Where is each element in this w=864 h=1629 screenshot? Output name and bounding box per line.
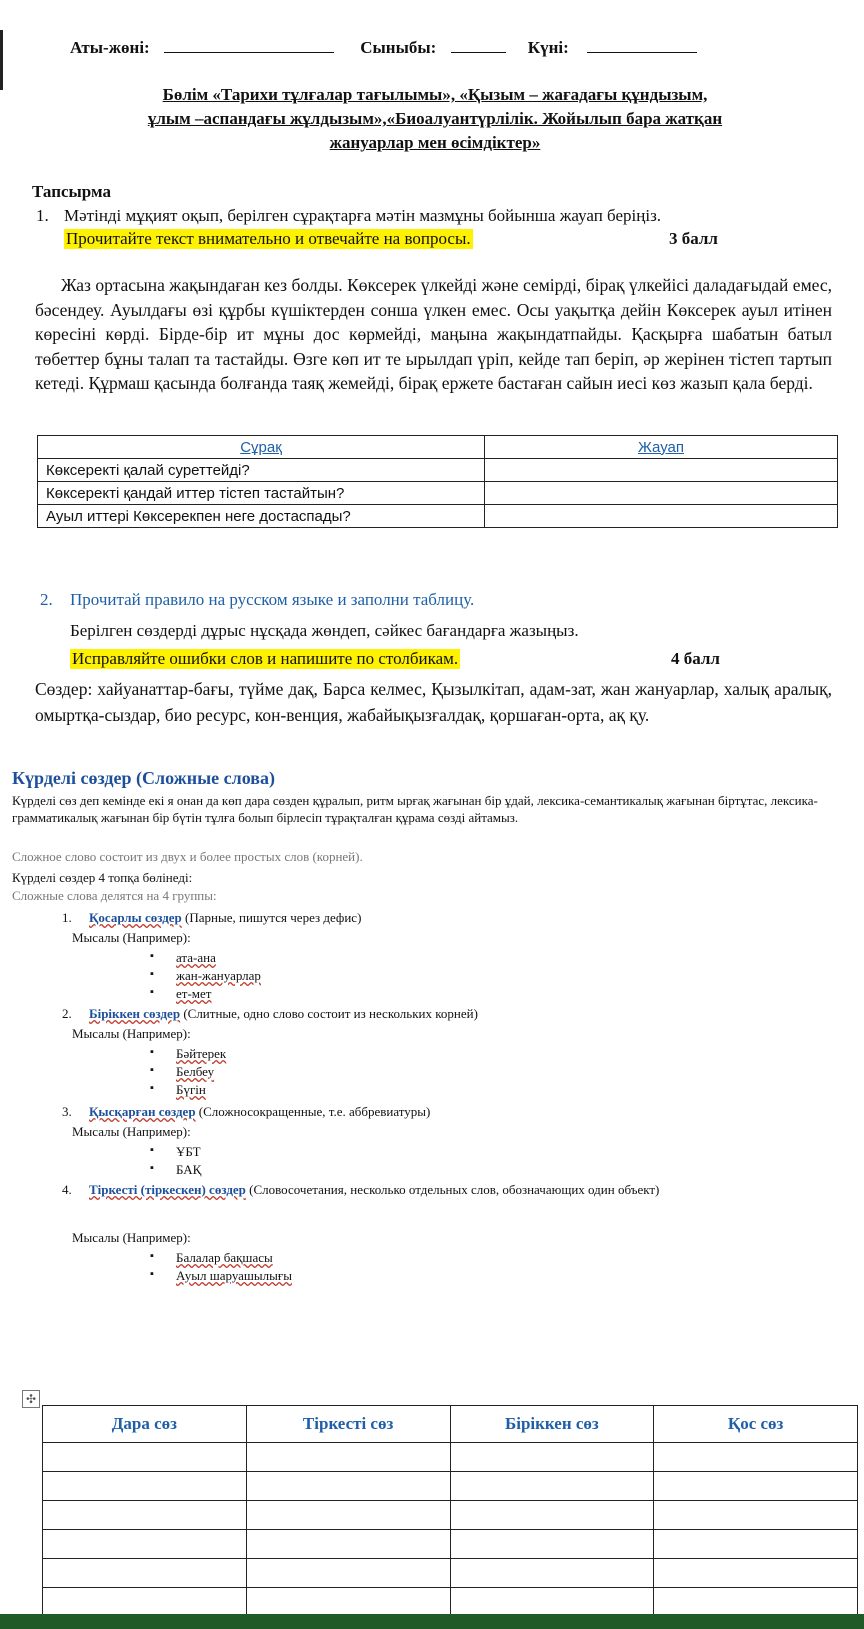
- group-3-example-1: ▪ ҰБТ: [176, 1144, 201, 1160]
- group-1-example-1: ▪ ата-ана: [176, 950, 216, 966]
- qa-answer-2[interactable]: [485, 482, 838, 505]
- qa-table: [37, 435, 838, 528]
- table-cell[interactable]: [450, 1472, 654, 1501]
- task-heading: Тапсырма: [32, 182, 111, 201]
- rule-heading: Күрделі сөздер (Сложные слова): [12, 768, 275, 788]
- group-4: [62, 1182, 802, 1198]
- group-2-name: Біріккен сөздер: [89, 1006, 181, 1021]
- table-cell[interactable]: [43, 1443, 247, 1472]
- q1-text: Мәтінді мұқият оқып, берілген сұрақтарға мәтін мазмұны бойынша жауап беріңіз.: [64, 206, 662, 225]
- table-cell[interactable]: [450, 1501, 654, 1530]
- rule-definition-ru: Сложное слово состоит из двух и более простых слов (корней).: [12, 849, 363, 864]
- table-row: [43, 1472, 858, 1501]
- group-1-example-3: ▪ ет-мет: [176, 986, 211, 1002]
- name-label: Аты-жөні:: [70, 38, 150, 57]
- table-cell[interactable]: [43, 1588, 247, 1617]
- qa-answer-3[interactable]: [485, 505, 838, 528]
- task2-score: 4 балл: [671, 649, 720, 668]
- task2-instruction-kz: Берілген сөздерді дұрыс нұсқада жөндеп, сәйкес бағандарға жазыңыз.: [70, 621, 579, 640]
- table-cell[interactable]: [246, 1501, 450, 1530]
- task2-instruction-ru: Исправляйте ошибки слов и напишите по столбикам.: [72, 649, 459, 668]
- worksheet-title: [40, 83, 830, 155]
- group-3-name: Қысқарған сөздер: [89, 1104, 196, 1119]
- table-row: [43, 1443, 858, 1472]
- task2-heading: Прочитай правило на русском языке и заполни таблицу.: [70, 590, 475, 609]
- group-4-example-1: ▪ Балалар бақшасы: [176, 1250, 273, 1266]
- table-cell[interactable]: [654, 1472, 858, 1501]
- class-blank[interactable]: [451, 52, 506, 53]
- group-2-example-2: ▪ Белбеу: [176, 1064, 214, 1080]
- bottom-bar: [0, 1614, 864, 1629]
- header-single-word: Дара сөз: [43, 1406, 247, 1443]
- q1-number: 1.: [36, 206, 49, 225]
- table-row: [43, 1559, 858, 1588]
- group-1: [62, 910, 361, 926]
- group-2-example-label: Мысалы (Например):: [72, 1026, 191, 1041]
- group-2-example-1: ▪ Бәйтерек: [176, 1046, 226, 1062]
- scan-edge: [0, 30, 3, 90]
- table-cell[interactable]: [450, 1588, 654, 1617]
- qa-question-3: Ауыл иттері Көксерекпен неге достаспады?: [38, 505, 485, 528]
- group-2-example-3: ▪ Бүгін: [176, 1082, 206, 1098]
- title-line-3: жануарлар мен өсімдіктер»: [329, 133, 541, 152]
- table-row: [43, 1501, 858, 1530]
- header-paired-word: Қос сөз: [654, 1406, 858, 1443]
- table-cell[interactable]: [43, 1559, 247, 1588]
- qa-header-question: Сұрақ: [38, 436, 485, 459]
- group-3-number: 3.: [62, 1104, 72, 1119]
- q1-russian: Прочитайте текст внимательно и отвечайте на вопросы.: [66, 229, 471, 248]
- group-3-example-label: Мысалы (Например):: [72, 1124, 191, 1139]
- rule-groups-kz: Күрделі сөздер 4 топқа бөлінеді:: [12, 870, 193, 885]
- title-line-1: Бөлім «Тарихи тұлғалар тағылымы», «Қызым – жағадағы құндызым,: [162, 85, 708, 104]
- class-label: Сыныбы:: [360, 38, 437, 57]
- task2-word-list: Сөздер: хайуанаттар-бағы, түйме дақ, Барса келмес, Қызылкітап, адам-зат, жан жануарлар, халық аралық, омыртқа-сыздар, био ресурс, кон-венция, жабайықызғалдақ, қоршаған-орта, ақ қу.: [35, 679, 832, 725]
- table-cell[interactable]: [654, 1443, 858, 1472]
- group-4-example-2: ▪ Ауыл шаруашылығы: [176, 1268, 292, 1284]
- group-1-example-2: ▪ жан-жануарлар: [176, 968, 261, 984]
- group-1-desc: (Парные, пишутся через дефис): [185, 910, 362, 925]
- table-cell[interactable]: [43, 1472, 247, 1501]
- table-cell[interactable]: [43, 1530, 247, 1559]
- table-cell[interactable]: [246, 1588, 450, 1617]
- table-cell[interactable]: [246, 1472, 450, 1501]
- group-3-example-2: ▪ БАҚ: [176, 1162, 201, 1178]
- group-3-desc: (Сложносокращенные, т.е. аббревиатуры): [198, 1104, 431, 1119]
- header-phrase-word: Тіркесті сөз: [246, 1406, 450, 1443]
- rule-definition-kz: Күрделі сөз деп кемінде екі я онан да көп дара сөзден құралып, ритм ырғақ жағынан бір ұдай, лексика-семантикалық жағынан біртұтас, лексика-грамматикалық жағынан бір бүтін тұлға болып бірлесіп тұрақталған құрама сөзді айтамыз.: [12, 793, 818, 825]
- day-blank[interactable]: [587, 52, 697, 53]
- header-compound-word: Біріккен сөз: [450, 1406, 654, 1443]
- group-1-number: 1.: [62, 910, 72, 925]
- qa-question-2: Көксеректі қандай иттер тістеп тастайтын?: [38, 482, 485, 505]
- group-2-number: 2.: [62, 1006, 72, 1021]
- group-2: [62, 1006, 478, 1022]
- table-cell[interactable]: [654, 1588, 858, 1617]
- table-row: [43, 1530, 858, 1559]
- word-table: [42, 1405, 858, 1617]
- rule-groups-ru: Сложные слова делятся на 4 группы:: [12, 888, 217, 903]
- table-row: [43, 1588, 858, 1617]
- group-1-example-label: Мысалы (Например):: [72, 930, 191, 945]
- qa-answer-1[interactable]: [485, 459, 838, 482]
- move-icon[interactable]: ✣: [22, 1390, 40, 1408]
- table-cell[interactable]: [246, 1443, 450, 1472]
- table-cell[interactable]: [450, 1559, 654, 1588]
- table-cell[interactable]: [654, 1501, 858, 1530]
- group-1-name: Қосарлы сөздер: [89, 910, 182, 925]
- group-4-name: Тіркесті (тіркескен) сөздер: [89, 1182, 246, 1197]
- reading-passage: Жаз ортасына жақындаған кез болды. Көксерек үлкейді және семірді, бірақ үлкейісі даладағыдай емес, бәсендеу. Ауылдағы өзі құрбы күшіктерден сонша үлкен емес. Осы уақытқа дейін Көксерек ауыл итінен көресіні көрді. Бірде-бір ит мұны дос көрмейді, маңына жақындатпайды. Қасқырға шабатын батыл төбеттер бұны талап та тастайды. Өзге көп ит те ырылдап үріп, кейде тап беріп, әр жерінен тістеп тартып кетеді. Құрмаш қасында болғанда таяқ жемейді, бірақ ержете бастаған сайын иесі көз жазып қала берді.: [35, 275, 832, 393]
- title-line-2: ұлым –аспандағы жұлдызым»,«Биоалуантүрлілік. Жойылып бара жатқан: [147, 109, 723, 128]
- header-fields: [70, 38, 697, 58]
- group-2-desc: (Слитные, одно слово состоит из нескольких корней): [183, 1006, 478, 1021]
- table-cell[interactable]: [450, 1530, 654, 1559]
- table-cell[interactable]: [246, 1559, 450, 1588]
- name-blank[interactable]: [164, 52, 334, 53]
- day-label: Күні:: [527, 38, 569, 57]
- table-cell[interactable]: [450, 1443, 654, 1472]
- group-4-example-label: Мысалы (Например):: [72, 1230, 191, 1245]
- task2-number: 2.: [40, 590, 53, 609]
- table-cell[interactable]: [43, 1501, 247, 1530]
- qa-question-1: Көксеректі қалай суреттейді?: [38, 459, 485, 482]
- qa-header-answer: Жауап: [485, 436, 838, 459]
- group-4-desc: (Словосочетания, несколько отдельных слов, обозначающих один объект): [249, 1182, 660, 1197]
- table-cell[interactable]: [654, 1559, 858, 1588]
- table-cell[interactable]: [654, 1530, 858, 1559]
- table-cell[interactable]: [246, 1530, 450, 1559]
- q1-score: 3 балл: [669, 229, 718, 248]
- group-3: [62, 1104, 430, 1120]
- group-4-number: 4.: [62, 1182, 72, 1197]
